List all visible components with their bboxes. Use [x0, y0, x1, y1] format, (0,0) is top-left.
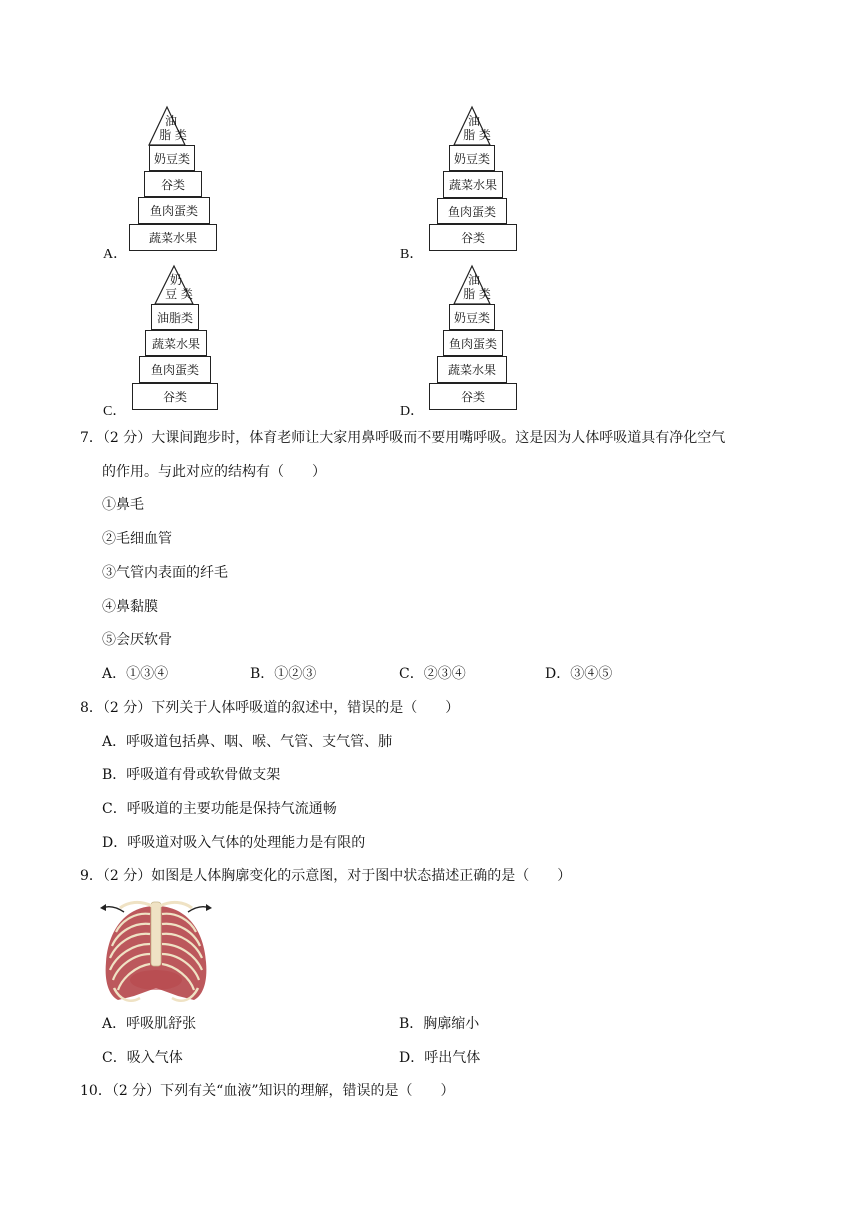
q9-choice-d[interactable]: D．呼出气体 [399, 1050, 481, 1066]
q7-choice-a[interactable]: A．①③④ [102, 666, 169, 682]
pyramid-tier-1: 奶豆类 [449, 304, 495, 330]
q7-stem-line-1: 7．（2 分）大课间跑步时，体育老师让大家用鼻呼吸而不要用嘴呼吸。这是因为人体呼吸道具有净化空气 [80, 430, 726, 446]
q7-item-3: ③气管内表面的纤毛 [102, 565, 228, 581]
pyramid-tier-3: 鱼肉蛋类 [437, 198, 507, 224]
q7-item-2: ②毛细血管 [102, 531, 172, 547]
pyramid-top-text-2: 豆 类 [165, 287, 193, 301]
pyramid-tier-2: 谷类 [144, 171, 202, 197]
q7-choice-b[interactable]: B．①②③ [250, 666, 317, 682]
q7-item-4: ④鼻黏膜 [102, 599, 158, 615]
q8-stem: 8．（2 分）下列关于人体呼吸道的叙述中，错误的是（ ） [80, 700, 460, 716]
pyramid-tier-4: 谷类 [132, 383, 218, 410]
pyramid-tier-1: 奶豆类 [449, 145, 495, 171]
option-c-letter: C． [103, 404, 127, 419]
option-b-letter: B． [400, 247, 424, 262]
pyramid-top-text-2: 脂 类 [159, 128, 187, 142]
q8-choice-b[interactable]: B．呼吸道有骨或软骨做支架 [102, 767, 281, 783]
pyramid-top-text-1: 油 [467, 273, 480, 287]
q7-item-1: ①鼻毛 [102, 497, 144, 513]
option-d-letter: D． [400, 404, 425, 419]
pyramid-option-a [135, 105, 225, 255]
pyramid-tier-1: 油脂类 [151, 304, 199, 330]
pyramid-option-b [432, 105, 522, 255]
q9-choice-c[interactable]: C．吸入气体 [102, 1050, 183, 1066]
option-a-letter: A． [103, 247, 128, 262]
pyramid-tier-2: 鱼肉蛋类 [443, 330, 503, 356]
q7-choice-d[interactable]: D．③④⑤ [545, 666, 613, 682]
q8-choice-c[interactable]: C．呼吸道的主要功能是保持气流通畅 [102, 801, 337, 817]
pyramid-top-text-2: 脂 类 [463, 287, 491, 301]
pyramid-top-text-1: 油 [164, 114, 177, 128]
q9-choice-b[interactable]: B．胸廓缩小 [399, 1016, 480, 1032]
pyramid-top-text-1: 奶 [169, 273, 182, 287]
pyramid-top-text-1: 油 [467, 114, 480, 128]
q9-choice-a[interactable]: A．呼吸肌舒张 [102, 1016, 197, 1032]
pyramid-option-d [432, 264, 522, 414]
q9-stem: 9．（2 分）如图是人体胸廓变化的示意图，对于图中状态描述正确的是（ ） [80, 868, 572, 884]
pyramid-tier-1: 奶豆类 [149, 145, 195, 171]
q8-choice-a[interactable]: A．呼吸道包括鼻、咽、喉、气管、支气管、肺 [102, 734, 393, 750]
q7-item-5: ⑤会厌软骨 [102, 632, 172, 648]
q7-stem-line-2: 的作用。与此对应的结构有（ ） [102, 464, 326, 480]
q8-choice-d[interactable]: D．呼吸道对吸入气体的处理能力是有限的 [102, 835, 366, 851]
pyramid-option-c [140, 264, 230, 414]
pyramid-tier-4: 谷类 [429, 224, 517, 251]
pyramid-tier-3: 鱼肉蛋类 [138, 197, 210, 224]
q10-stem: 10．（2 分）下列有关“血液”知识的理解，错误的是（ ） [80, 1083, 455, 1099]
pyramid-top-text-2: 脂 类 [463, 128, 491, 142]
rib-cage-illustration [96, 892, 216, 1012]
pyramid-tier-2: 蔬菜水果 [443, 171, 503, 198]
pyramid-tier-3: 鱼肉蛋类 [139, 356, 211, 383]
pyramid-tier-3: 蔬菜水果 [437, 356, 507, 383]
pyramid-tier-2: 蔬菜水果 [145, 330, 207, 356]
q7-choice-c[interactable]: C．②③④ [399, 666, 466, 682]
pyramid-tier-4: 谷类 [429, 383, 517, 410]
pyramid-tier-4: 蔬菜水果 [129, 224, 217, 251]
